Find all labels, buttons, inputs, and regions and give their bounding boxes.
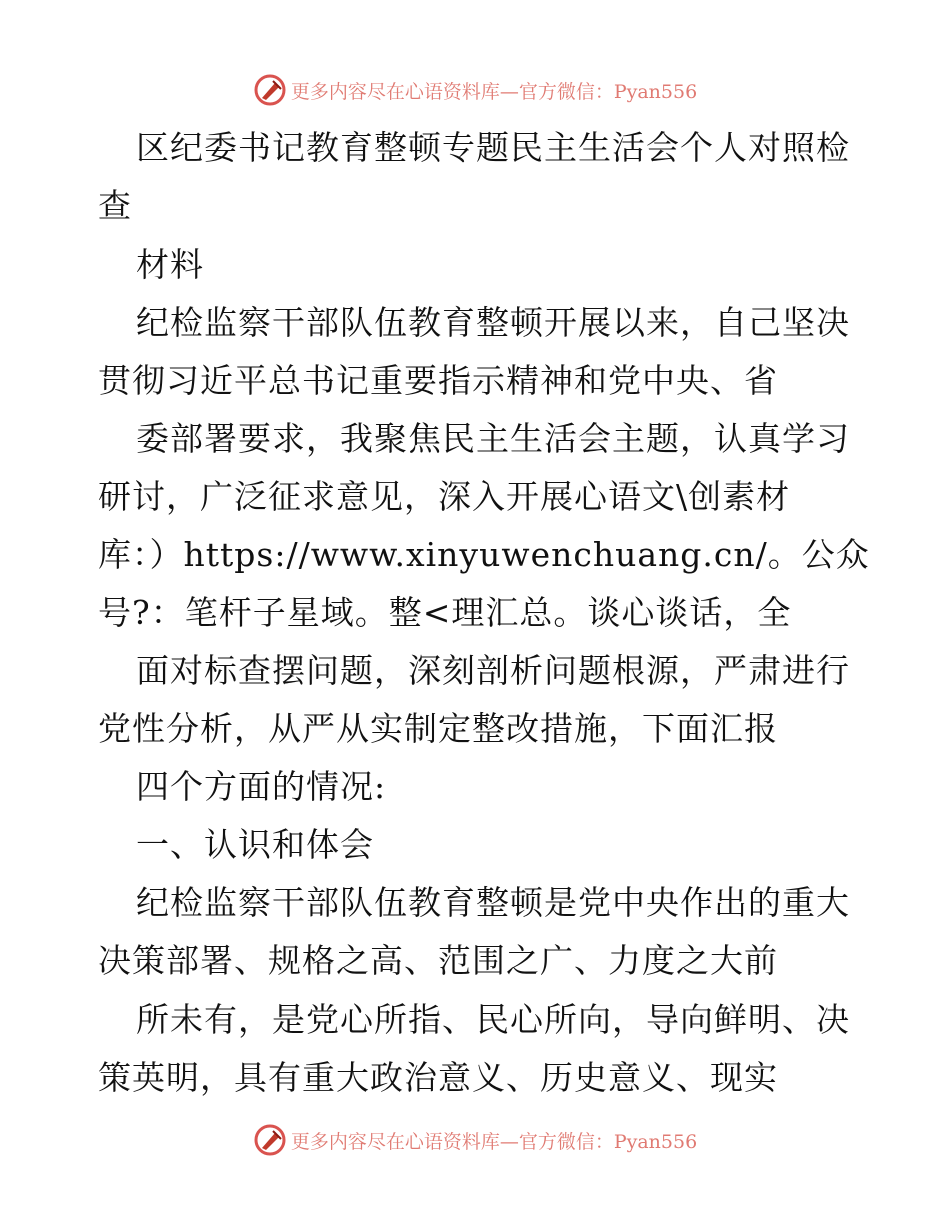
doc-line: 区纪委书记教育整顿专题民主生活会个人对照检	[136, 128, 850, 167]
doc-line: 贯彻习近平总书记重要指示精神和党中央、省	[98, 361, 778, 400]
doc-line: 研讨，广泛征求意见，深入开展心语文\创素材	[98, 477, 791, 516]
watermark-text: 更多内容尽在心语资料库—官方微信：Pyan556	[290, 1130, 698, 1153]
doc-line: 党性分析，从严从实制定整改措施，下面汇报	[98, 709, 778, 748]
doc-line: 库：）https://www.xinyuwenchuang.cn/。公众	[98, 535, 870, 574]
pen-nib-logo-icon	[253, 73, 287, 107]
section-heading: 一、认识和体会	[136, 825, 374, 864]
pen-nib-logo-icon	[253, 1123, 287, 1157]
doc-line: 材料	[136, 245, 204, 284]
watermark-footer	[0, 1120, 950, 1160]
doc-line: 纪检监察干部队伍教育整顿开展以来，自己坚决	[136, 303, 850, 342]
watermark-header	[0, 70, 950, 110]
doc-line: 决策部署、规格之高、范围之广、力度之大前	[98, 941, 778, 980]
watermark-text: 更多内容尽在心语资料库—官方微信：Pyan556	[290, 80, 698, 103]
doc-line: 面对标查摆问题，深刻剖析问题根源，严肃进行	[136, 651, 850, 690]
doc-line: 所未有，是党心所指、民心所向，导向鲜明、决	[136, 1000, 850, 1039]
doc-line: 号?：笔杆子星域。整<理汇总。谈心谈话，全	[98, 593, 792, 632]
doc-line: 纪检监察干部队伍教育整顿是党中央作出的重大	[136, 883, 850, 922]
doc-line: 委部署要求，我聚焦民主生活会主题，认真学习	[136, 419, 850, 458]
doc-line: 策英明，具有重大政治意义、历史意义、现实	[98, 1058, 778, 1097]
doc-line: 四个方面的情况:	[136, 767, 387, 806]
doc-line: 查	[98, 186, 132, 225]
